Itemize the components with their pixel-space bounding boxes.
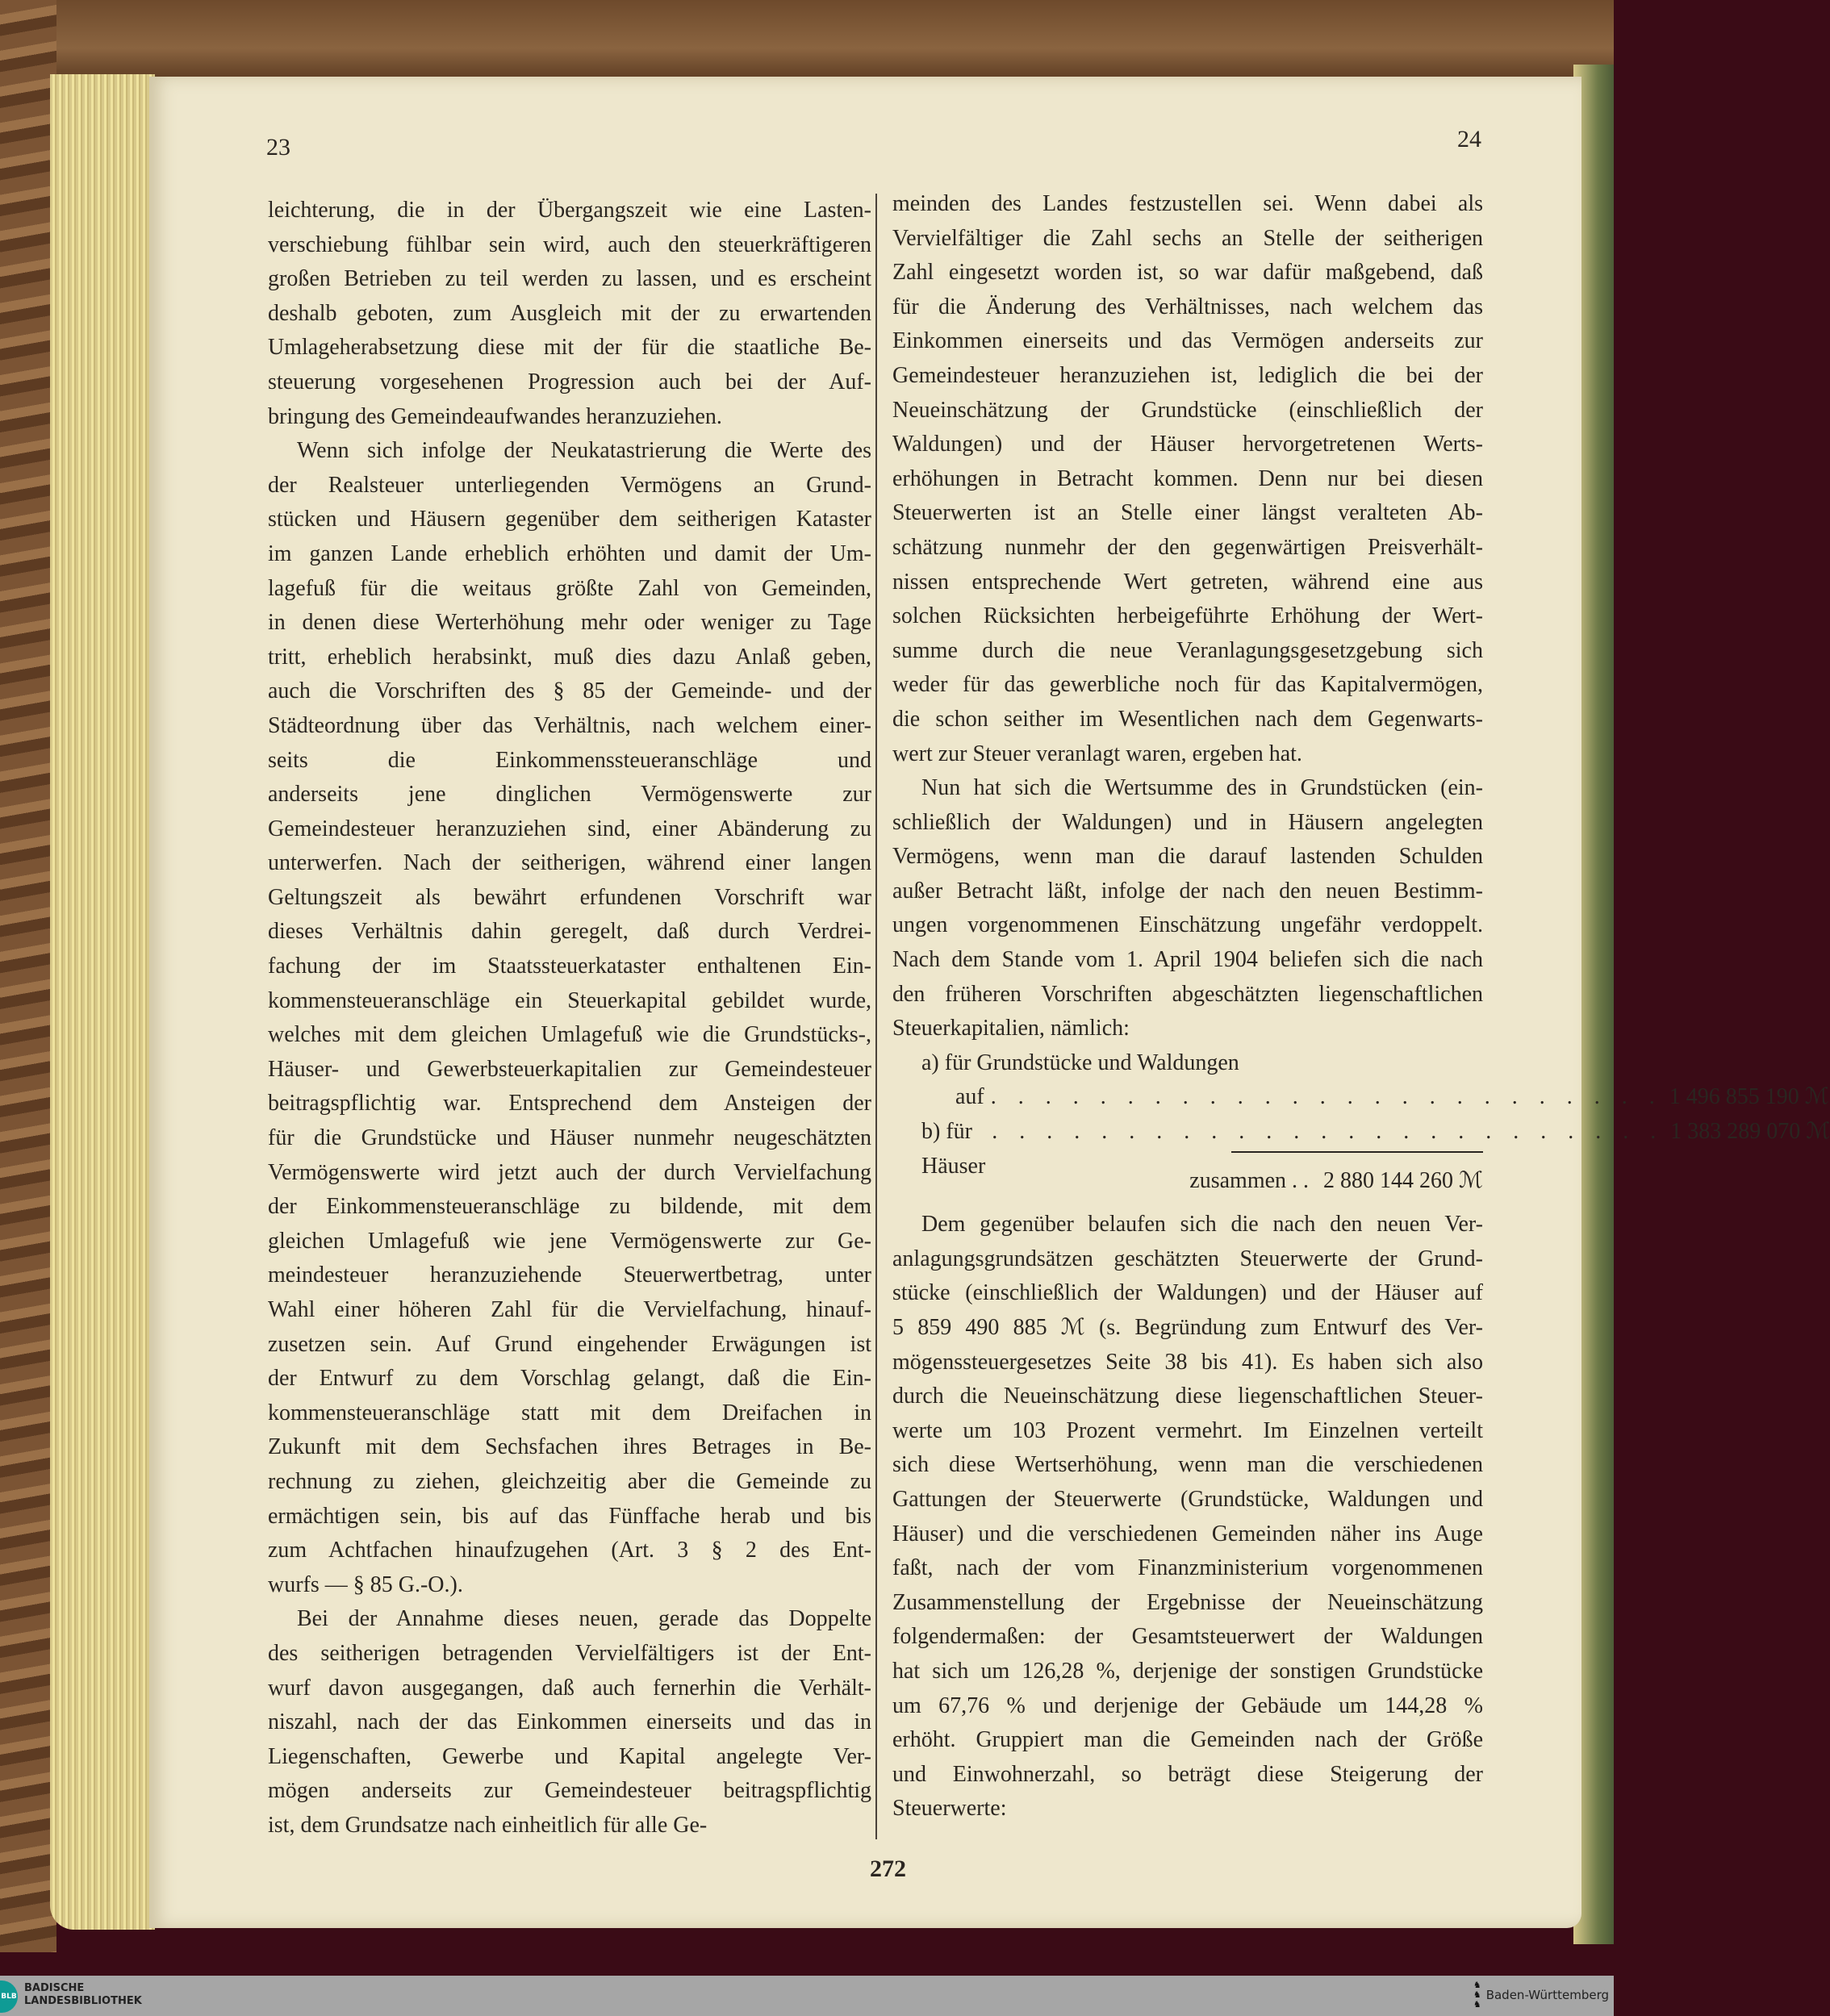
text-line: Vermögens, wenn man die darauf lastenden Schulden — [892, 844, 1483, 870]
text-line: rechnung zu ziehen, gleichzeitig aber die Gemeinde zu — [268, 1468, 871, 1494]
text-line: leichterung, die in der Übergangszeit wie eine Lasten- — [268, 198, 871, 223]
state-name: Baden-Württemberg — [1485, 1988, 1609, 2002]
text-line: ist, dem Grundsatze nach einheitlich für alle Ge- — [268, 1812, 708, 1838]
text-line: dieses Verhältnis dahin geregelt, daß durch Verdrei- — [268, 919, 871, 945]
ledger-label: b) für Häuser — [921, 1119, 986, 1179]
text-line: hat sich um 126,28 %, derjenige der sonstigen Grundstücke — [892, 1658, 1483, 1684]
page-stack-edge — [50, 74, 155, 1930]
text-line: Gattungen der Steuerwerte (Grundstücke, Waldungen und — [892, 1486, 1483, 1512]
text-line: der Einkommensteueranschläge zu bildende, mit dem — [268, 1194, 871, 1220]
text-line: Liegenschaften, Gewerbe und Kapital angelegte Ver- — [268, 1743, 871, 1769]
text-line: Wenn sich infolge der Neukatastrierung die Werte des — [297, 438, 871, 464]
text-line: in denen diese Werterhöhung mehr oder weniger zu Tage — [268, 610, 871, 636]
text-line: mögen anderseits zur Gemeindesteuer beitragspflichtig — [268, 1778, 871, 1804]
text-line: Häuser- und Gewerbsteuerkapitalien zur Gemeindesteuer — [268, 1056, 871, 1082]
text-line: 5 859 490 885 ℳ (s. Begründung zum Entwurf des Ver- — [892, 1315, 1483, 1340]
right-column — [892, 187, 1830, 1826]
text-line: wurfs — § 85 G.-O.). — [268, 1571, 463, 1597]
ledger-amount: 1 496 855 190 ℳ — [1669, 1084, 1829, 1110]
page-number-left: 23 — [266, 134, 290, 161]
text-line: welches mit dem gleichen Umlagefuß wie die Grundstücks-, — [268, 1022, 871, 1048]
text-line: wurf davon ausgegangen, daß auch fernerhin die Verhält- — [268, 1675, 871, 1701]
text-line: des seitherigen betragenden Vervielfältigers ist der Ent- — [268, 1640, 871, 1666]
text-line: Zusammenstellung der Ergebnisse der Neueinschätzung — [892, 1589, 1483, 1615]
text-line: außer Betracht läßt, infolge der nach den neuen Bestimm- — [892, 878, 1483, 904]
ledger-label: a) für Grundstücke und Waldungen — [921, 1050, 1239, 1075]
text-line: Wahl einer höheren Zahl für die Vervielfachung, hinauf- — [268, 1297, 871, 1322]
text-line: erhöht. Gruppiert man die Gemeinden nach der Größe — [892, 1727, 1483, 1753]
text-line: ungen vorgenommenen Einschätzung ungefähr verdoppelt. — [892, 912, 1483, 938]
text-line: zum Achtfachen hinaufzugehen (Art. 3 § 2 des Ent- — [268, 1538, 871, 1563]
text-line: großen Betrieben zu teil werden zu lassen, und es erscheint — [268, 266, 871, 292]
right-paragraphs-after — [892, 1208, 1483, 1826]
text-line: unterwerfen. Nach der seitherigen, während einer langen — [268, 850, 871, 876]
text-line: solchen Rücksichten herbeigeführte Erhöhung der Wert- — [892, 603, 1483, 629]
text-line: Vervielfältiger die Zahl sechs an Stelle der seitherigen — [892, 225, 1483, 251]
text-line: ermächtigen sein, bis auf das Fünffache herab und bis — [268, 1503, 871, 1529]
text-line: Waldungen) und der Häuser hervorgetretenen Werts- — [892, 432, 1483, 457]
column-divider — [875, 194, 877, 1839]
text-line: fachung der im Staatssteuerkataster enthaltenen Ein- — [268, 954, 871, 979]
text-line: deshalb geboten, zum Ausgleich mit der zu erwartenden — [268, 300, 871, 326]
text-line: stücke (einschließlich der Waldungen) und der Häuser auf — [892, 1280, 1483, 1306]
lions-icon: ♞ ♞ ♞ — [1473, 1980, 1481, 2010]
text-line: seits die Einkommenssteueranschläge und — [268, 747, 871, 773]
text-line: meinden des Landes festzustellen sei. Wenn dabei als — [892, 191, 1483, 216]
ledger-row-b — [892, 1115, 1830, 1179]
book-binding-top — [0, 0, 1614, 81]
text-line: Zahl eingesetzt worden ist, so war dafür maßgebend, daß — [892, 260, 1483, 286]
text-line: lagefuß für die weitaus größte Zahl von Gemeinden, — [268, 575, 871, 601]
text-line: Vermögenswerte wird jetzt auch der durch Vervielfachung — [268, 1159, 871, 1185]
text-line: anlagungsgrundsätzen geschätzten Steuerwerte der Grund- — [892, 1246, 1483, 1271]
text-line: Nach dem Stande vom 1. April 1904 beliefen sich die nach — [892, 947, 1483, 973]
text-line: zusetzen sein. Auf Grund eingehender Erwägungen ist — [268, 1331, 871, 1357]
text-line: werte um 103 Prozent vermehrt. Im Einzelnen verteilt — [892, 1417, 1483, 1443]
text-line: tritt, erheblich herabsinkt, muß dies dazu Anlaß geben, — [268, 644, 871, 670]
text-line: verschiebung fühlbar sein wird, auch den steuerkräftigeren — [268, 232, 871, 257]
text-line: der Entwurf zu dem Vorschlag gelangt, daß die Ein- — [268, 1366, 871, 1392]
text-line: der Realsteuer unterliegenden Vermögens an Grund- — [268, 472, 871, 498]
ledger-total-label: zusammen . . — [1189, 1167, 1310, 1193]
text-line: meindesteuer heranzuziehende Steuerwertbetrag, unter — [268, 1263, 871, 1288]
text-line: Steuerwerten ist an Stelle einer längst veralteten Ab- — [892, 500, 1483, 526]
leader-dots: . . . . . . . . . . . . . . . . . . . . . . . . . — [990, 1084, 1663, 1110]
left-column — [268, 194, 871, 1843]
text-line: mögenssteuergesetzes Seite 38 bis 41). Es haben sich also — [892, 1349, 1483, 1375]
sum-rule — [1231, 1151, 1483, 1153]
page-number-right: 24 — [1457, 126, 1481, 152]
text-line: faßt, nach der vom Finanzministerium vorgenommenen — [892, 1555, 1483, 1581]
text-line: erhöhungen in Betracht kommen. Denn nur bei diesen — [892, 465, 1483, 491]
text-line: Neueinschätzung der Grundstücke (einschließlich der — [892, 397, 1483, 423]
ledger-row-a-label — [892, 1046, 1483, 1081]
text-line: Häuser) und die verschiedenen Gemeinden näher ins Auge — [892, 1521, 1483, 1546]
text-line: die schon seither im Wesentlichen nach dem Gegenwarts- — [892, 706, 1483, 732]
text-line: und Einwohnerzahl, so beträgt diese Steigerung der — [892, 1761, 1483, 1787]
text-line: für die Änderung des Verhältnisses, nach welchem das — [892, 294, 1483, 319]
text-line: Steuerwerte: — [892, 1796, 1007, 1822]
text-line: Geltungszeit als bewährt erfundenen Vorschrift war — [268, 884, 871, 910]
text-line: steuerung vorgesehenen Progression auch bei der Auf- — [268, 369, 871, 394]
text-line: Gemeindesteuer heranzuziehen ist, lediglich die bei der — [892, 362, 1483, 388]
text-line: niszahl, nach der das Einkommen einerseits und das in — [268, 1709, 871, 1735]
text-line: summe durch die neue Veranlagungsgesetzgebung sich — [892, 637, 1483, 663]
text-line: Dem gegenüber belaufen sich die nach den neuen Ver- — [921, 1212, 1483, 1238]
text-line: weder für das gewerbliche noch für das Kapitalvermögen, — [892, 672, 1483, 698]
ledger-label: auf — [955, 1084, 984, 1110]
footer-bar — [0, 1976, 1614, 2016]
text-line: um 67,76 % und derjenige der Gebäude um 144,28 % — [892, 1693, 1483, 1718]
text-line: folgendermaßen: der Gesamtsteuerwert der Waldungen — [892, 1624, 1483, 1650]
page-number-bottom: 272 — [870, 1855, 906, 1882]
ledger-total-amount: 2 880 144 260 ℳ — [1323, 1167, 1483, 1193]
text-line: kommensteueranschläge ein Steuerkapital gebildet wurde, — [268, 987, 871, 1013]
text-line: auch die Vorschriften des § 85 der Gemeinde- und der — [268, 678, 871, 704]
text-line: Steuerkapitalien, nämlich: — [892, 1016, 1130, 1041]
baden-wuerttemberg-logo[interactable] — [1473, 1981, 1609, 2010]
text-line: gleichen Umlagefuß wie jene Vermögenswerte zur Ge- — [268, 1228, 871, 1254]
text-line: Nun hat sich die Wertsumme des in Grundstücken (ein- — [921, 775, 1483, 801]
text-line: anderseits jene dinglichen Vermögenswerte zur — [268, 782, 871, 808]
text-line: bringung des Gemeindeaufwandes heranzuziehen. — [268, 403, 722, 429]
text-line: Einkommen einerseits und das Vermögen anderseits zur — [892, 328, 1483, 354]
text-line: Städteordnung über das Verhältnis, nach welchem einer- — [268, 712, 871, 738]
text-line: den früheren Vorschriften abgeschätzten liegenschaftlichen — [892, 981, 1483, 1007]
text-line: schließlich der Waldungen) und in Häusern angelegten — [892, 809, 1483, 835]
text-line: kommensteueranschläge statt mit dem Dreifachen in — [268, 1400, 871, 1425]
library-name-line2: LANDESBIBLIOTHEK — [24, 1995, 142, 2007]
text-line: wert zur Steuer veranlagt waren, ergeben hat. — [892, 741, 1302, 766]
book-cover-leather — [0, 0, 56, 1952]
text-line: sich diese Wertserhöhung, wenn man die verschiedenen — [892, 1452, 1483, 1478]
text-line: nissen entsprechende Wert getreten, während eine aus — [892, 569, 1483, 595]
ledger-table — [892, 1046, 1830, 1198]
text-line: Bei der Annahme dieses neuen, gerade das Doppelte — [297, 1606, 871, 1632]
ledger-amount: 1 383 289 070 ℳ — [1670, 1119, 1830, 1145]
blb-logo[interactable]: BLB — [0, 1981, 18, 2013]
text-line: schätzung nunmehr der den gegenwärtigen Preisverhält- — [892, 534, 1483, 560]
text-line: Zukunft mit dem Sechsfachen ihres Betrages in Be- — [268, 1434, 871, 1460]
text-line: beitragspflichtig war. Entsprechend dem Ansteigen der — [268, 1091, 871, 1117]
text-line: im ganzen Lande erheblich erhöhten und damit der Um- — [268, 541, 871, 566]
text-line: durch die Neueinschätzung diese liegenschaftlichen Steuer- — [892, 1384, 1483, 1409]
text-line: stücken und Häusern gegenüber dem seitherigen Kataster — [268, 507, 871, 532]
library-name-line1: BADISCHE — [24, 1982, 85, 1994]
text-line: für die Grundstücke und Häuser nunmehr neugeschätzten — [268, 1125, 871, 1151]
leader-dots: . . . . . . . . . . . . . . . . . . . . . . . . . — [992, 1119, 1665, 1145]
text-line: Gemeindesteuer heranzuziehen sind, einer Abänderung zu — [268, 816, 871, 841]
text-line: Umlageherabsetzung diese mit der für die staatliche Be- — [268, 335, 871, 361]
right-paragraphs-before — [892, 187, 1483, 1046]
library-name[interactable] — [24, 1982, 142, 2008]
ledger-row-a — [892, 1080, 1829, 1115]
